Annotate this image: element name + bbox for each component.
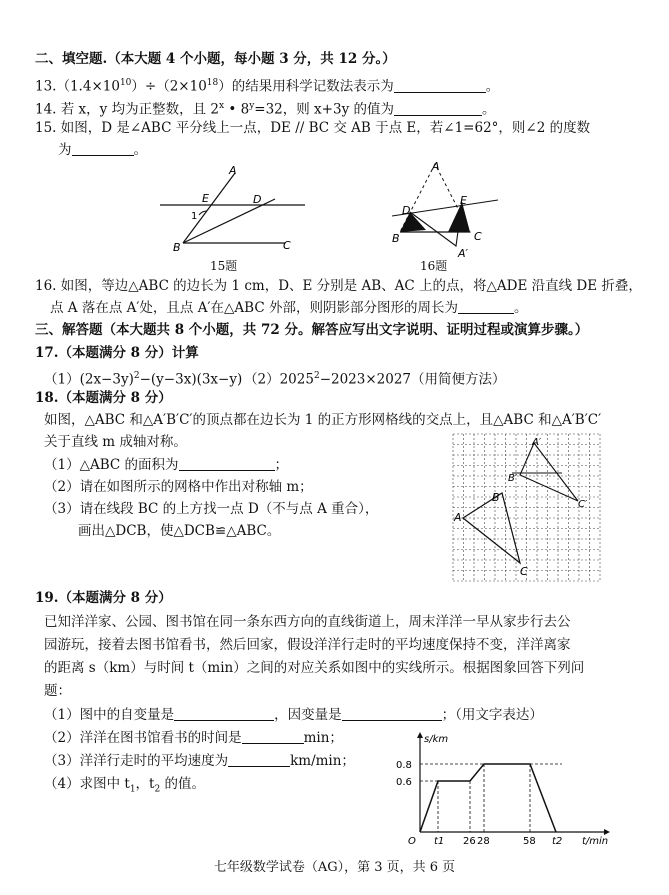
fig15-label-C: C [283, 239, 291, 252]
grid-label-A: A [454, 511, 462, 524]
q18-line2: 关于直线 m 成轴对称。 [44, 434, 187, 450]
grid-label-C: C [520, 565, 528, 578]
q19-s1-text-b: ，因变量是 [274, 707, 342, 723]
q14-end: 。 [482, 101, 496, 118]
grid-label-B-prime: B′ [508, 473, 518, 484]
fig15-label-B: B [173, 241, 181, 254]
fig16-label-B: B [392, 232, 400, 245]
chart-origin-label: O [408, 836, 416, 845]
q13-exp1: 10 [119, 78, 132, 88]
q13-exp2: 18 [206, 78, 219, 88]
chart-x-tick-label: 58 [523, 836, 536, 845]
q17-part2 [244, 367, 506, 389]
fig16-label-A: A [432, 160, 440, 173]
chart-y-label: s/km [424, 734, 449, 745]
q19-s4-sub1: 1 [129, 784, 136, 795]
section3-header: 三、解答题（本大题共 8 个小题，共 72 分。解答应写出文字说明、证明过程或演算步骤。） [35, 322, 589, 338]
fig16-label-E: E [460, 194, 467, 207]
question-13 [35, 74, 499, 96]
chart-x-label: t/min [582, 836, 609, 845]
q18-sub2: （2）请在如图所示的网格中作出对称轴 m； [44, 479, 313, 495]
triangle-A-prime-B-prime-C-prime [520, 443, 578, 501]
q19-line2: 园游玩，接着去图书馆看书，然后回家，假设洋洋行走时的平均速度保持不变，洋洋离家 [44, 637, 571, 653]
chart-x-tick-label: 26 [463, 836, 476, 845]
q13-text-b: ）÷（2×10 [131, 78, 207, 95]
q17-title: 17.（本题满分 8 分）计算 [35, 345, 199, 361]
q17-p1-text-b: −(y−3x)(3x−y) [139, 371, 243, 388]
q13-text-c: ）的结果用科学记数法表示为 [218, 78, 394, 95]
fig16-caption: 16题 [420, 259, 448, 273]
q14-answer-blank[interactable] [394, 102, 482, 116]
chart-series [420, 764, 556, 832]
question-16-line2 [50, 299, 527, 317]
chart-series-line [420, 764, 556, 832]
q17-p2-text-a: （2）2025 [244, 371, 314, 388]
chart-guides [420, 764, 562, 832]
question-15-line2 [58, 141, 147, 159]
q19-s4-text-c: 的值。 [160, 776, 206, 792]
q18-title: 18.（本题满分 8 分） [35, 390, 172, 406]
distance-time-chart [390, 730, 615, 845]
q19-s1-text-a: （1）图中的自变量是 [44, 707, 175, 723]
q18-s1-text: （1）△ABC 的面积为 [44, 457, 179, 473]
q14-exp2: y [249, 101, 255, 111]
chart-y-tick-label: 0.6 [396, 777, 412, 788]
grid-figure [452, 433, 607, 583]
q19-line4: 题： [44, 683, 71, 699]
fig15-label-D: D [253, 193, 262, 206]
q19-s3-blank[interactable] [228, 753, 290, 767]
q13-end: 。 [485, 78, 500, 95]
chart-x-tick-label: t2 [552, 836, 563, 845]
q19-s2-text-a: （2）洋洋在图书馆看书的时间是 [44, 730, 242, 746]
chart-y-tick-label: 0.8 [396, 760, 412, 771]
figure-16 [388, 160, 508, 260]
fig16-label-C: C [474, 230, 482, 243]
q18-sub1 [44, 456, 288, 474]
fig16-label-D: D [402, 204, 411, 217]
q13-answer-blank[interactable] [394, 79, 486, 93]
q18-s1-end: ； [274, 457, 289, 473]
q19-s4-text-b: ，t [135, 776, 155, 792]
q19-s4-sub2: 2 [154, 784, 161, 795]
q19-s1-blank-2[interactable] [342, 707, 442, 721]
q19-s2-blank[interactable] [242, 730, 304, 744]
q17-part1 [44, 367, 242, 389]
q19-s4-text-a: （4）求图中 t [44, 776, 130, 792]
q16-text: 点 A 落在点 A′处，且点 A′在△ABC 外部，则阴影部分图形的周长为 [50, 300, 458, 316]
chart-x-tick-label: 28 [477, 836, 490, 845]
q19-s3-text-a: （3）洋洋行走时的平均速度为 [44, 753, 229, 769]
q15-end: 。 [133, 142, 147, 158]
question-16-line1: 16. 如图，等边△ABC 的边长为 1 cm，D、E 分别是 AB、AC 上的点，将△ADE 沿直线 DE 折叠， [35, 278, 642, 294]
q19-s3-text-b: km/min； [290, 753, 355, 769]
fig15-label-1: 1 [191, 211, 198, 222]
fig15-line-BA [183, 173, 235, 243]
fig15-caption: 15题 [210, 259, 238, 273]
q17-p2-exp: 2 [313, 371, 320, 381]
grid-label-B: B [492, 491, 500, 504]
fig15-label-E: E [202, 192, 209, 205]
q19-sub3 [44, 752, 355, 770]
q19-line1: 已知洋洋家、公园、图书馆在同一条东西方向的直线街道上，周末洋洋一早从家步行去公 [44, 614, 571, 630]
q19-sub1 [44, 706, 543, 724]
question-14 [35, 97, 496, 119]
q18-sub3-line2: 画出△DCB，使△DCB≌△ABC。 [78, 523, 281, 539]
q19-sub4 [44, 775, 205, 799]
grid-label-C-prime: C′ [578, 499, 588, 510]
q14-exp1: x [218, 101, 225, 111]
q13-text-a: 13.（1.4×10 [35, 78, 120, 95]
fig16-label-A-prime: A′ [458, 247, 469, 260]
q18-s1-answer-blank[interactable] [179, 457, 275, 471]
q17-p1-text-a: （1）(2x−3y) [44, 371, 134, 388]
q16-end: 。 [513, 300, 528, 316]
q19-s1-text-c: ；（用文字表达） [441, 707, 543, 723]
q18-sub3-line1: （3）请在线段 BC 的上方找一点 D（不与点 A 重合）， [44, 501, 379, 517]
chart-axes [417, 732, 610, 835]
chart-x-tick-label: t1 [434, 836, 445, 845]
fig15-label-A: A [229, 164, 237, 177]
section2-header: 二、填空题.（本大题 4 个小题，每小题 3 分，共 12 分。） [35, 51, 396, 67]
q19-s1-blank-1[interactable] [174, 707, 274, 721]
chart-labels [396, 734, 608, 845]
grid-label-A-prime: A′ [532, 437, 542, 448]
figure-15 [155, 163, 315, 268]
q17-p1-exp: 2 [133, 371, 140, 381]
q14-text-c: =32，则 x+3y 的值为 [254, 101, 394, 118]
q16-answer-blank[interactable] [458, 300, 514, 314]
q19-sub2 [44, 729, 343, 747]
chart-y-arrow [417, 732, 423, 738]
q15-text: 为 [58, 142, 72, 158]
question-15-line1: 15. 如图，D 是∠ABC 平分线上一点，DE // BC 交 AB 于点 E，若∠1=62°，则∠2 的度数 [35, 120, 591, 136]
q14-text-a: 14. 若 x，y 均为正整数，且 2 [35, 101, 219, 118]
q19-line3: 的距离 s（km）与时间 t（min）之间的对应关系如图中的实线所示。根据图象回答下列问 [44, 660, 585, 676]
q14-text-b: • 8 [224, 101, 250, 118]
chart-x-arrow [604, 829, 610, 835]
q15-answer-blank[interactable] [72, 142, 134, 156]
q18-line1: 如图，△ABC 和△A′B′C′的顶点都在边长为 1 的正方形网格线的交点上，且△ABC 和△A′B′C′ [44, 412, 602, 428]
q17-p2-text-b: −2023×2027（用简便方法） [319, 371, 506, 388]
q19-title: 19.（本题满分 8 分） [35, 590, 172, 606]
q19-s2-text-b: min； [303, 730, 343, 746]
page-footer: 七年级数学试卷（AG），第 3 页，共 6 页 [213, 860, 456, 875]
